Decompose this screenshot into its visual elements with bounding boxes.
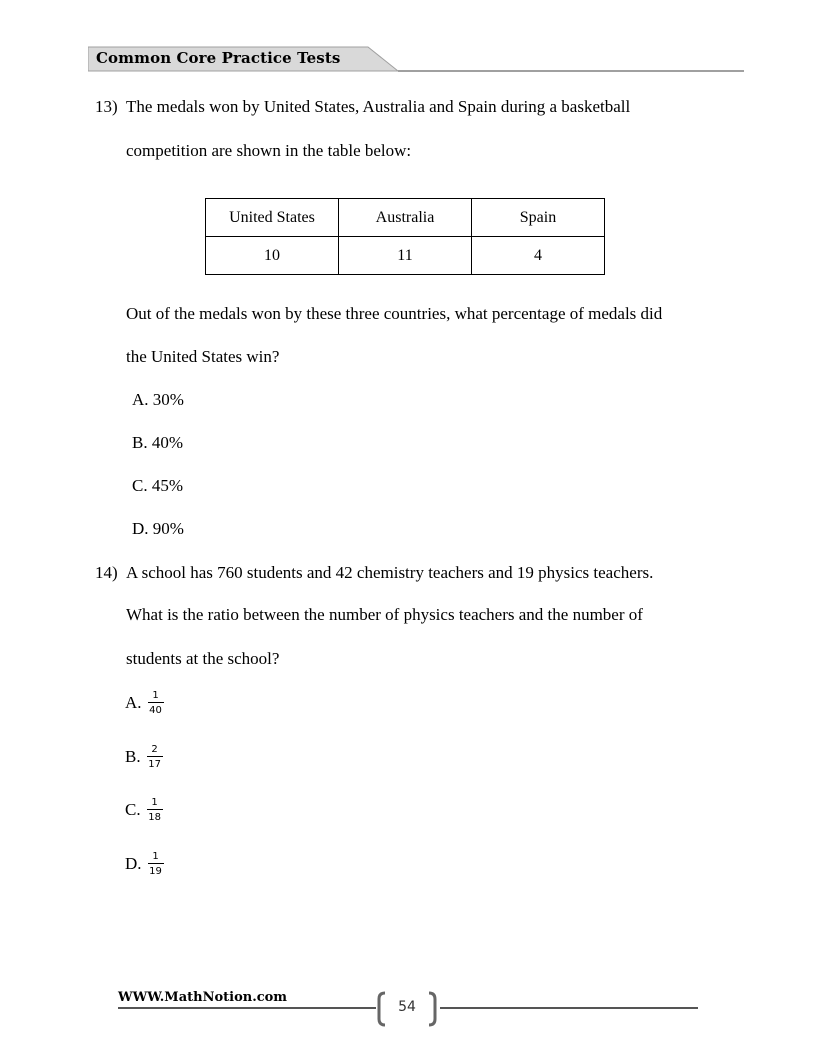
table-cell: 4 xyxy=(472,237,605,275)
option-text: 45% xyxy=(151,476,184,495)
answer-option-c[interactable] xyxy=(125,797,163,823)
answer-option-b[interactable] xyxy=(132,433,183,453)
fraction xyxy=(147,744,163,770)
question-text-line: What is the ratio between the number of physics teachers and the number of xyxy=(126,605,643,624)
fraction xyxy=(147,797,163,823)
fraction-bar xyxy=(147,756,163,757)
question-text-line: students at the school? xyxy=(126,649,280,668)
table-row xyxy=(206,237,605,275)
table-cell: 10 xyxy=(206,237,339,275)
fraction-numerator: 1 xyxy=(152,690,159,701)
footer-divider xyxy=(440,1007,698,1009)
fraction-denominator: 40 xyxy=(149,705,162,716)
table-cell: Spain xyxy=(472,199,605,237)
table-header-row xyxy=(206,199,605,237)
question-number: 13) xyxy=(95,97,118,116)
option-text: 30% xyxy=(152,390,184,409)
fraction-bar xyxy=(148,863,164,864)
answer-option-d[interactable] xyxy=(132,519,184,539)
fraction-denominator: 19 xyxy=(149,866,162,877)
answer-option-a[interactable] xyxy=(132,390,184,410)
answer-option-d[interactable] xyxy=(125,851,164,877)
option-label: B. xyxy=(125,747,141,766)
question-text-line: competition are shown in the table below: xyxy=(126,141,412,160)
page-number-box xyxy=(375,991,439,1027)
option-label: D. xyxy=(125,854,142,873)
answer-option-c[interactable] xyxy=(132,476,183,496)
option-text: 40% xyxy=(151,433,184,452)
option-label: A. xyxy=(125,693,142,712)
fraction-numerator: 1 xyxy=(152,851,159,862)
question-number: 14) xyxy=(95,563,118,582)
fraction-bar xyxy=(148,702,164,703)
fraction-numerator: 1 xyxy=(151,797,158,808)
table-cell: 11 xyxy=(339,237,472,275)
fraction xyxy=(148,690,164,716)
option-label: A. xyxy=(132,390,149,409)
page-header xyxy=(88,45,748,75)
answer-option-a[interactable] xyxy=(125,690,164,716)
option-label: B. xyxy=(132,433,148,452)
fraction-numerator: 2 xyxy=(151,744,158,755)
fraction-denominator: 17 xyxy=(148,759,161,770)
table-cell: Australia xyxy=(339,199,472,237)
question-text-line: Out of the medals won by these three countries, what percentage of medals did xyxy=(126,304,663,323)
question-text-line: The medals won by United States, Australia and Spain during a basketball xyxy=(126,97,631,116)
medals-table xyxy=(205,198,605,275)
question-text-line: A school has 760 students and 42 chemistry teachers and 19 physics teachers. xyxy=(126,563,654,582)
option-label: C. xyxy=(125,800,141,819)
option-label: D. xyxy=(132,519,149,538)
footer-divider xyxy=(118,1007,376,1009)
question-text-line: the United States win? xyxy=(126,347,280,366)
header-title: Common Core Practice Tests xyxy=(96,49,341,67)
fraction xyxy=(148,851,164,877)
fraction-denominator: 18 xyxy=(148,812,161,823)
table-cell: United States xyxy=(206,199,339,237)
answer-option-b[interactable] xyxy=(125,744,163,770)
page-number: 54 xyxy=(398,999,416,1015)
option-text: 90% xyxy=(152,519,184,538)
fraction-bar xyxy=(147,809,163,810)
footer-website: WWW.MathNotion.com xyxy=(118,990,288,1005)
option-label: C. xyxy=(132,476,148,495)
